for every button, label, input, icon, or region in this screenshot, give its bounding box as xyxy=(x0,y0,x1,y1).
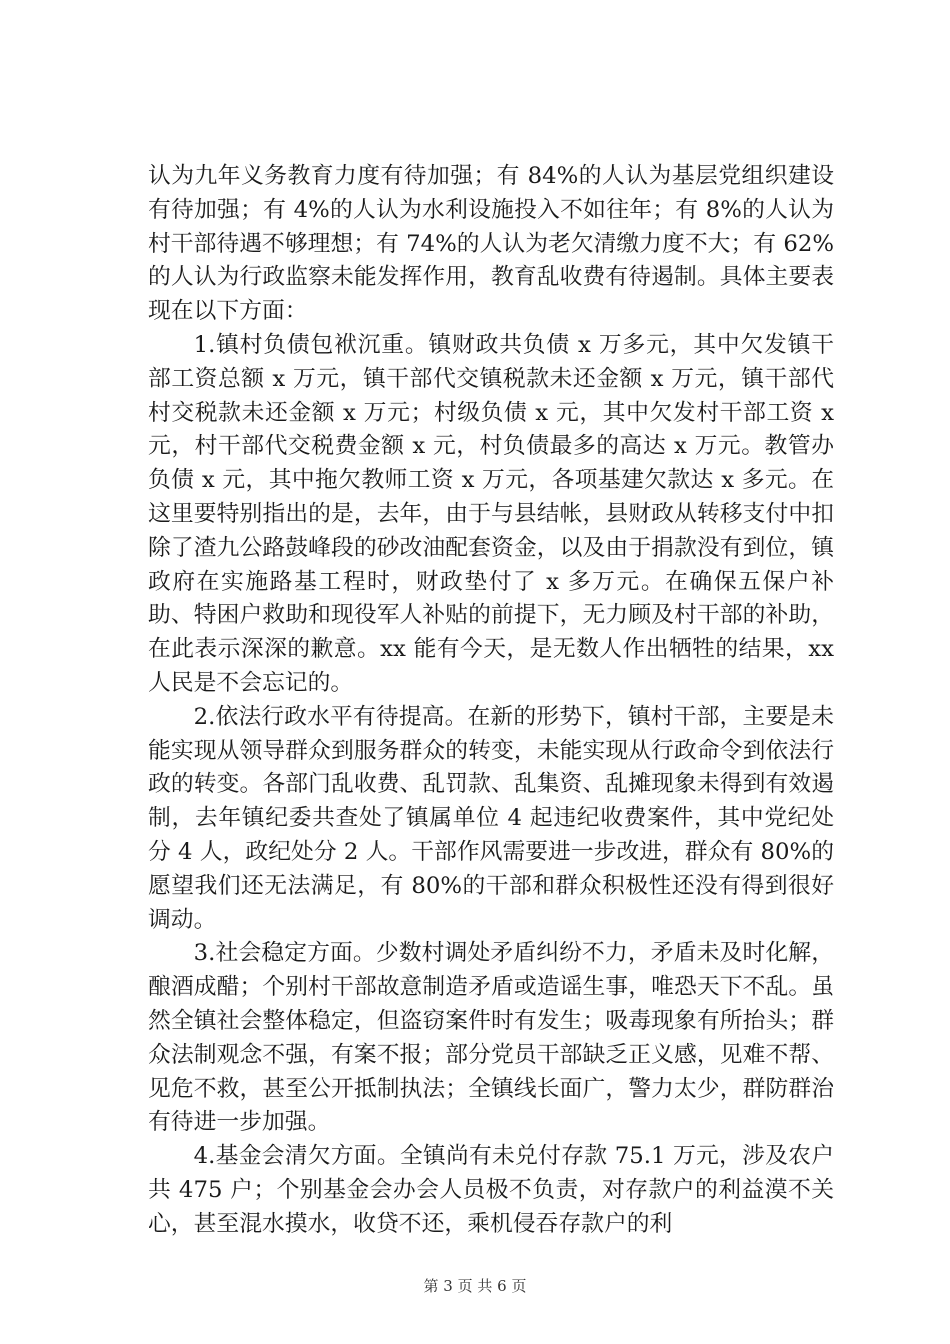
paragraph-law-administration: 2.依法行政水平有待提高。在新的形势下，镇村干部，主要是未能实现从领导群众到服务群众的转变，未能实现从行政命令到依法行政的转变。各部门乱收费、乱罚款、乱集资、乱摊现象未得到有效遏制，去年镇纪委共查处了镇属单位 4 起违纪收费案件，其中党纪处分 4 人，政纪处分 2 人。干部作风需要进一步改进，群众有 80%的愿望我们还无法满足，有 80%的干部和群众积极性还没有得到很好调动。 xyxy=(148,703,834,933)
body-text xyxy=(148,160,834,1242)
paragraph-survey-continuation: 认为九年义务教育力度有待加强；有 84%的人认为基层党组织建设有待加强；有 4%的人认为水利设施投入不如往年；有 8%的人认为村干部待遇不够理想；有 74%的人认为老欠清缴力度不大；有 62%的人认为行政监察未能发挥作用，教育乱收费有待遏制。具体主要表现在以下方面： xyxy=(148,163,834,325)
paragraph-social-stability: 3.社会稳定方面。少数村调处矛盾纠纷不力，矛盾未及时化解，酿酒成醋；个别村干部故意制造矛盾或造谣生事，唯恐天下不乱。虽然全镇社会整体稳定，但盗窃案件时有发生；吸毒现象有所抬头；群众法制观念不强，有案不报；部分党员干部缺乏正义感，见难不帮、见危不救，甚至公开抵制执法；全镇线长面广，警力太少，群防群治有待进一步加强。 xyxy=(148,940,834,1136)
paragraph-fund-recovery: 4.基金会清欠方面。全镇尚有未兑付存款 75.1 万元，涉及农户共 475 户；个别基金会办会人员极不负责，对存款户的利益漠不关心，甚至混水摸水，收贷不还，乘机侵吞存款户的利 xyxy=(148,1143,834,1237)
page-number-footer: 第 3 页 共 6 页 xyxy=(423,1277,527,1295)
paragraph-debt-burden: 1.镇村负债包袱沉重。镇财政共负债 x 万多元，其中欠发镇干部工资总额 x 万元，镇干部代交镇税款未还金额 x 万元，镇干部代村交税款未还金额 x 万元；村级负债 x 元，其中欠发村干部工资 x 元，村干部代交税费金额 x 元，村负债最多的高达 x 万元。教管办负债 x 元，其中拖欠教师工资 x 万元，各项基建欠款达 x 多元。在这里要特别指出的是，去年，由于与县结帐，县财政从转移支付中扣除了渣九公路鼓峰段的砂改油配套资金，以及由于捐款没有到位，镇政府在实施路基工程时，财政垫付了 x 多万元。在确保五保户补助、特困户救助和现役军人补贴的前提下，无力顾及村干部的补助，在此表示深深的歉意。xx 能有今天，是无数人作出牺牲的结果，xx 人民是不会忘记的。 xyxy=(148,331,834,696)
